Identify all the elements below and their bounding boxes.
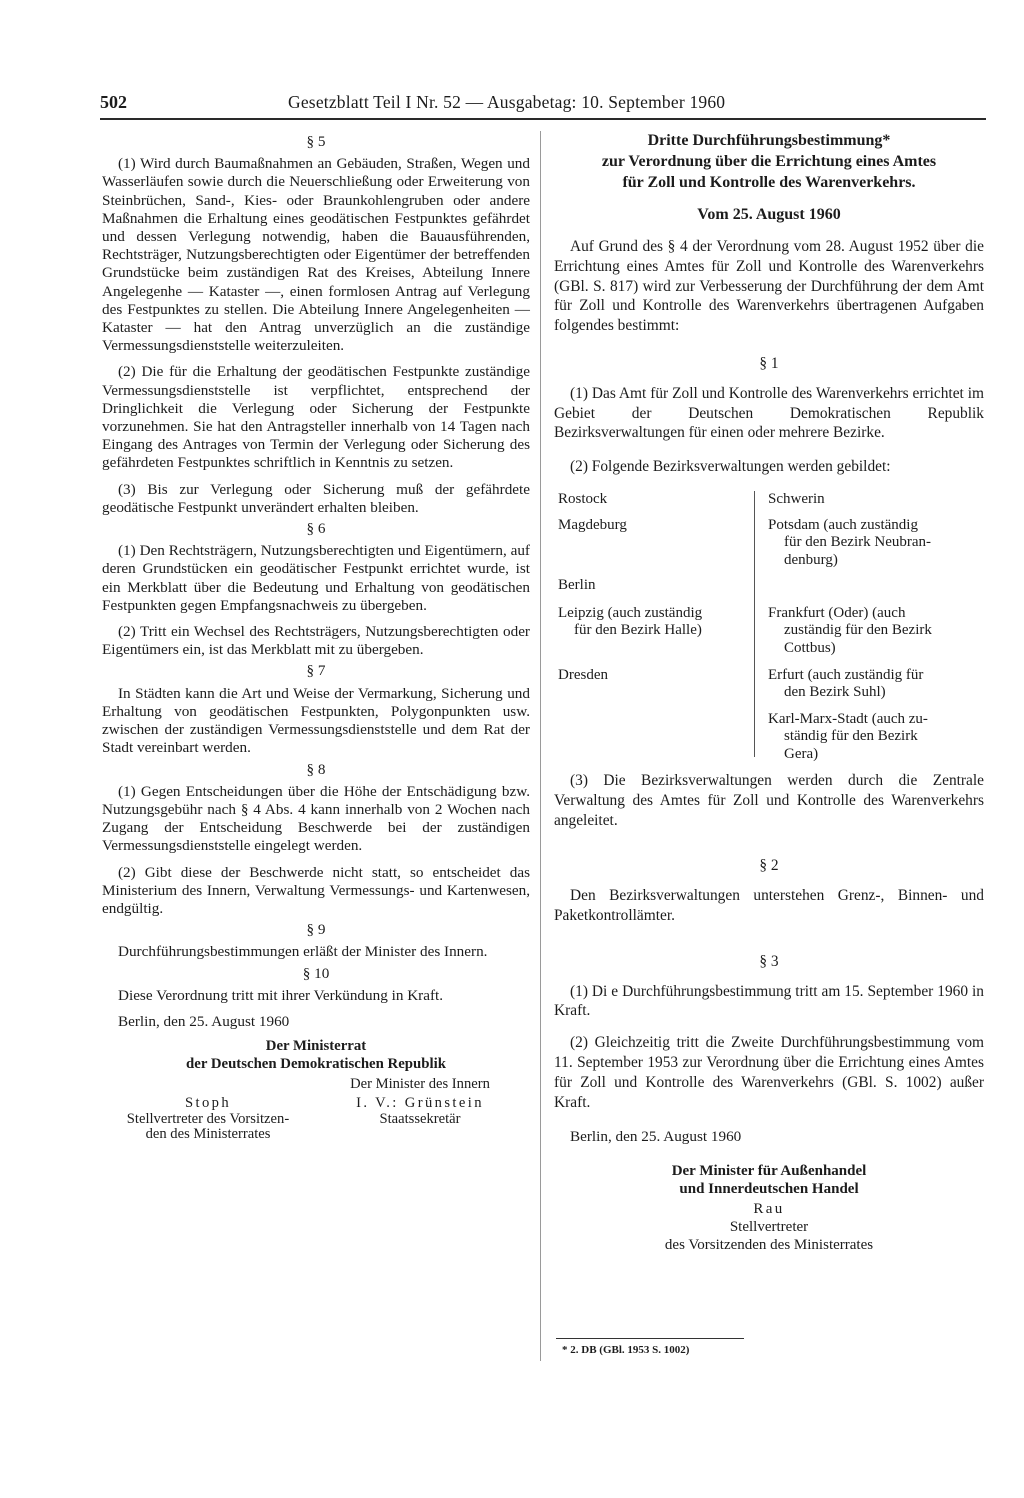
signature-role-right: Staatssekretär (379, 1110, 461, 1127)
district-entry: Erfurt (auch zuständig für den Bezirk Suhl) (768, 666, 924, 701)
district-entry: Schwerin (768, 490, 825, 507)
signature-role: Stellvertreter (729, 1219, 809, 1236)
district-entry: Potsdam (auch zuständig für den Bezirk Neubran- denburg) (768, 516, 932, 568)
district-entry: Magdeburg (558, 516, 627, 533)
column-separator (540, 131, 541, 1361)
section-heading: § 2 (759, 857, 779, 875)
district-entry: Karl-Marx-Stadt (auch zu- ständig für den Bezirk Gera) (768, 710, 928, 762)
district-entry: Dresden (558, 666, 608, 683)
regulation-date: Vom 25. August 1960 (697, 206, 841, 223)
regulation-title: für Zoll und Kontrolle des Warenverkehrs. (622, 174, 916, 191)
signature-block (554, 1162, 984, 1254)
paragraph: (2) Tritt ein Wechsel des Rechtsträgers, Nutzungsberechtigten oder Eigentümers ein, ist das Merkblatt mit zu übergeben. (102, 623, 530, 659)
paragraph: (2) Folgende Bezirksverwaltungen werden gebildet: (570, 458, 891, 476)
section-heading: § 9 (306, 921, 326, 939)
paragraph: In Städten kann die Art und Weise der Vermarkung, Sicherung und Erhaltung von geodätischen Festpunkten, Polygonpunkten usw. zwischen der zuständigen Vermessungsdienststelle und dem Rat der Stadt vereinbart werden. (102, 684, 530, 757)
signature-minister-title: Der Minister für Außenhandel (671, 1163, 867, 1180)
signature-role-left: Stellvertreter des Vorsitzen- (126, 1110, 290, 1127)
paragraph: (2) Gibt diese der Beschwerde nicht statt, so entscheidet das Ministerium des Innern, Verwaltung Vermessungs- und Kartenwesen, endgültig. (102, 863, 530, 917)
header-rule (100, 118, 986, 120)
district-entry: Leipzig (auch zuständig für den Bezirk Halle) (558, 604, 703, 639)
district-entry: Frankfurt (Oder) (auch zuständig für den Bezirk Cottbus) (768, 604, 932, 656)
section-heading: § 7 (306, 662, 326, 680)
paragraph: (2) Gleichzeitig tritt die Zweite Durchführungsbestimmung vom 11. September 1953 zur Verordnung über die Errichtung eines Amtes für Zoll und Kontrolle des Warenverkehrs (GBl. S. 1002) außer Kraft. (554, 1034, 984, 1111)
paragraph: Diese Verordnung tritt mit ihrer Verkündung in Kraft. (118, 986, 444, 1004)
section-heading: § 6 (306, 520, 326, 538)
signature-block (102, 1077, 530, 1143)
paragraph: (3) Die Bezirksverwaltungen werden durch die Zentrale Verwaltung des Amtes für Zoll und Kontrolle des Warenverkehrs angeleitet. (554, 771, 984, 829)
page-title: Gesetzblatt Teil I Nr. 52 — Ausgabetag: 10. September 1960 (288, 92, 726, 112)
paragraph: Durchführungsbestimmungen erläßt der Minister des Innern. (118, 943, 488, 961)
section-heading: § 8 (306, 760, 326, 778)
page-number: 502 (100, 92, 127, 112)
signature-name: Rau (753, 1201, 785, 1218)
regulation-title: Dritte Durchführungsbestimmung* (647, 132, 891, 149)
paragraph: (1) Das Amt für Zoll und Kontrolle des Warenverkehrs errichtet im Gebiet der Deutschen Demokratischen Republik Bezirksverwaltungen für einen oder mehrere Bezirke. (554, 384, 984, 442)
paragraph: (3) Bis zur Verlegung oder Sicherung muß der gefährdete geodätische Festpunkt unverändert erhalten bleiben. (102, 480, 530, 516)
signature-minister-title: Der Minister des Innern (350, 1075, 490, 1092)
footnote-rule (556, 1338, 744, 1339)
section-heading: § 10 (302, 964, 330, 982)
signature-role-left: den des Ministerrates (145, 1125, 271, 1142)
section-heading: § 1 (759, 354, 779, 372)
preamble: Auf Grund des § 4 der Verordnung vom 28. August 1952 über die Errichtung eines Amtes für Zoll und Kontrolle des Warenverkehrs (GBl. S. 817) wird zur Verbesserung der Durchführung der dem Amt für Zoll und Kontrolle des Warenverkehrs übertragenen Aufgaben folgendes bestimmt: (554, 238, 984, 335)
place-date: Berlin, den 25. August 1960 (118, 1012, 290, 1030)
signature-name-left: Stoph (184, 1094, 232, 1111)
left-column (102, 130, 530, 1143)
signature-minister-title: und Innerdeutschen Handel (679, 1181, 859, 1198)
district-entry: Berlin (558, 576, 596, 593)
district-table-divider (754, 491, 755, 757)
signature-organization (102, 1037, 530, 1073)
page-header (100, 92, 990, 118)
section-heading: § 3 (759, 952, 779, 970)
regulation-title: zur Verordnung über die Errichtung eines Amtes (601, 153, 937, 170)
district-entry: Rostock (558, 490, 608, 507)
right-column (554, 130, 984, 1254)
paragraph: Den Bezirksverwaltungen unterstehen Grenz-, Binnen- und Paketkontrollämter. (554, 887, 984, 924)
signature-org-line: Der Ministerrat (265, 1037, 367, 1054)
paragraph: (1) Gegen Entscheidungen über die Höhe der Entschädigung bzw. Nutzungsgebühr nach § 4 Abs. 4 kann innerhalb von 2 Wochen nach Zugang der Entscheidung Beschwerde bei der zuständigen Vermessungsdienststelle eingelegt werden. (102, 782, 530, 855)
section-heading: § 5 (306, 133, 326, 150)
paragraph: (2) Die für die Erhaltung der geodätischen Festpunkte zuständige Vermessungsdienststelle ist verpflichtet, entsprechend der Dringlichkeit die Verlegung oder Sicherung der Festpunkte vorzunehmen. Sie hat den Antragsteller innerhalb von 14 Tagen nach Eingang des Antrages von Termin der Verlegung oder Sicherung des gefährdeten Festpunktes schriftlich in Kenntnis zu setzen. (102, 363, 530, 472)
signature-name-right: I. V.: Grünstein (356, 1094, 484, 1111)
paragraph: (1) Di e Durchführungsbestimmung tritt am 15. September 1960 in Kraft. (554, 982, 984, 1020)
paragraph: (1) Wird durch Baumaßnahmen an Gebäuden, Straßen, Wegen und Wasserläufen sowie durch die Neuerschließung oder Erweiterung von Steinbrüchen, Sand-, Kies- oder Braunkohlengruben oder andere Maßnahmen die Erhaltung eines geodätischen Festpunktes gefährdet und dessen Verlegung notwendig, haben die Bauausführenden, Rechtsträger, Nutzungsberechtigten oder Eigentümer der betreffenden Grundstücke beim zuständigen Rat des Kreises, Abteilung Innere Angelegenhe — Kataster —, einen formlosen Antrag auf Verlegung des Festpunktes zu stellen. Die Abteilung Innere Angelegenheiten — Kataster — hat den Antrag unverzüglich an die zuständige Vermessungsdienststelle weiterzuleiten. (102, 155, 530, 355)
signature-org-line: der Deutschen Demokratischen Republik (186, 1055, 446, 1072)
signature-role: des Vorsitzenden des Ministerrates (664, 1237, 874, 1254)
district-table (554, 491, 984, 761)
paragraph: (1) Den Rechtsträgern, Nutzungsberechtigten und Eigentümern, auf deren Grundstücken ein geodätischer Festpunkt errichtet wurde, ist ein Merkblatt über die Bedeutung und Erhaltung von geodätischen Festpunkten gegen Empfangsnachweis zu übergeben. (102, 542, 530, 614)
place-date: Berlin, den 25. August 1960 (570, 1128, 742, 1146)
footnote: * 2. DB (GBl. 1953 S. 1002) (562, 1344, 690, 1356)
